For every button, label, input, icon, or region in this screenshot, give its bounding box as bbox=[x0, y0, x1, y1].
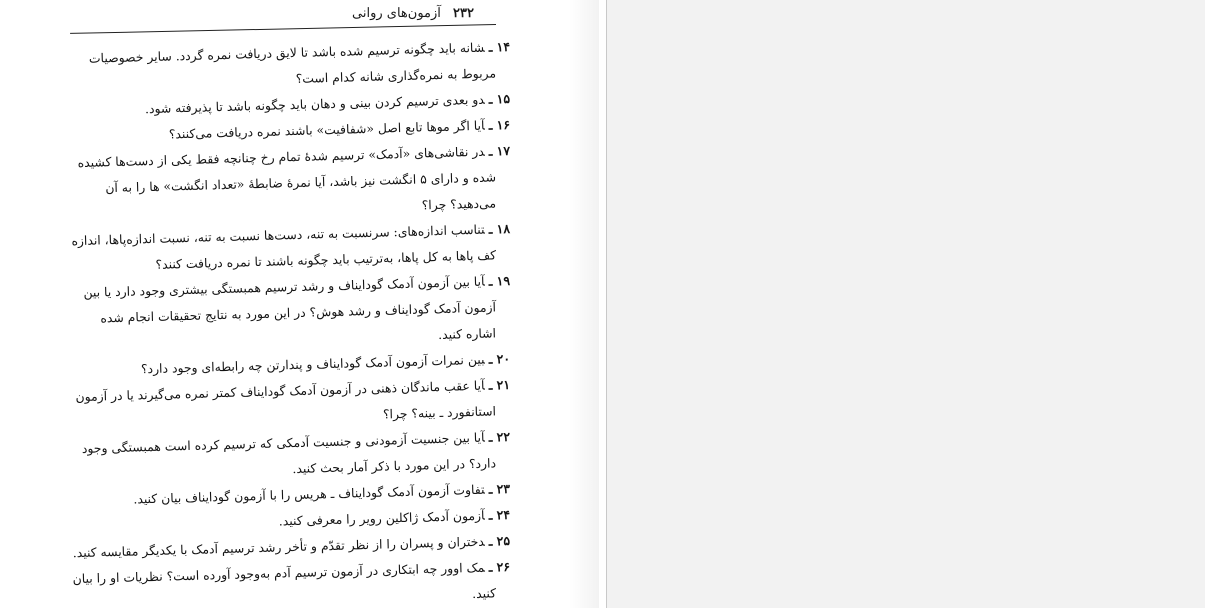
question-number: ۲۱ ـ bbox=[488, 377, 511, 393]
scan-edge-shadow bbox=[569, 0, 599, 608]
question-number: ۲۵ ـ bbox=[488, 533, 511, 549]
question-list bbox=[44, 34, 510, 606]
question-text-continued: اشاره کنید. bbox=[437, 325, 497, 343]
header-rule bbox=[70, 24, 496, 34]
question-text: دو بعدی ترسیم کردن بینی و دهان باید چگونه باشد تا پذیرفته شود. bbox=[144, 91, 485, 117]
scanned-page bbox=[24, 0, 607, 608]
question-text: شانه باید چگونه ترسیم شده باشد تا لایق دریافت نمره گردد. سایر خصوصیات bbox=[88, 39, 485, 66]
question-text: آیا عقب ماندگان ذهنی در آزمون آدمک گودایناف کمتر نمره می‌گیرند یا در آزمون bbox=[75, 377, 485, 405]
chapter-title: آزمون‌های روانی bbox=[352, 6, 441, 21]
page-number: ۲۳۲ bbox=[453, 6, 474, 21]
question-number: ۲۰ ـ bbox=[488, 351, 511, 367]
question-text: مک اوور چه ابتکاری در آزمون ترسیم آدم به‌وجود آورده است؟ نظریات او را بیان bbox=[72, 559, 485, 587]
left-margin bbox=[0, 0, 24, 608]
question-text: تفاوت آزمون آدمک گودایناف ـ هریس را با آزمون گودایناف بیان کنید. bbox=[133, 481, 485, 507]
question-text: دختران و پسران را از نظر تقدّم و تأخر رشد ترسیم آدمک با یکدیگر مقایسه کنید. bbox=[72, 533, 485, 561]
question-number: ۱۹ ـ bbox=[488, 273, 511, 289]
question-number: ۲۳ ـ bbox=[488, 481, 511, 497]
question-text-continued: آزمون آدمک گودایناف و رشد هوش؟ در این مورد به نتایج تحقیقات انجام شده bbox=[100, 299, 497, 326]
question-text-continued: دارد؟ در این مورد با ذکر آمار بحث کنید. bbox=[292, 455, 497, 477]
question-text-continued: کنید. bbox=[471, 585, 497, 602]
question-number: ۱۸ ـ bbox=[488, 221, 511, 237]
question-text: آزمون آدمک ژاکلین رویر را معرفی کنید. bbox=[278, 507, 485, 529]
question-text-continued: کف پاها به کل پاها، به‌ترتیب باید چگونه باشند تا نمره دریافت کنند؟ bbox=[155, 247, 497, 272]
question-text: آیا بین آزمون آدمک گودایناف و رشد ترسیم همبستگی بیشتری وجود دارد یا بین bbox=[83, 273, 485, 300]
question-number: ۱۴ ـ bbox=[488, 39, 511, 55]
empty-viewer-area bbox=[607, 0, 1205, 608]
question-text: تناسب اندازه‌های: سرنسبت به تنه، دست‌ها نسبت به تنه، نسبت اندازه‌پاها، اندازه bbox=[71, 221, 485, 249]
question-text-continued: می‌دهید؟ چرا؟ bbox=[421, 195, 497, 213]
question-text: آیا بین جنسیت آزمودنی و جنسیت آدمکی که ترسیم کرده است همبستگی وجود bbox=[81, 429, 485, 456]
question-text-continued: شده و دارای ۵ انگشت نیز باشد، آیا نمرهٔ ضابطهٔ «تعداد انگشت» ها را به آن bbox=[105, 169, 497, 196]
question-text: بین نمرات آزمون آدمک گودایناف و پندارتن چه رابطه‌ای وجود دارد؟ bbox=[140, 351, 485, 377]
question-number: ۱۷ ـ bbox=[488, 143, 511, 159]
question-number: ۱۵ ـ bbox=[488, 91, 511, 107]
page-header bbox=[352, 6, 474, 21]
question-text: آیا اگر موها تابع اصل «شفافیت» باشند نمره دریافت می‌کنند؟ bbox=[168, 117, 485, 142]
question-number: ۲۶ ـ bbox=[488, 559, 511, 575]
question-number: ۲۲ ـ bbox=[488, 429, 511, 445]
question-number: ۲۴ ـ bbox=[488, 507, 511, 523]
question-number: ۱۶ ـ bbox=[488, 117, 511, 133]
question-text-continued: استانفورد ـ بینه؟ چرا؟ bbox=[382, 403, 497, 422]
question-text: در نقاشی‌های «آدمک» ترسیم شدهٔ تمام رخ چنانچه فقط یکی از دست‌ها کشیده bbox=[77, 143, 485, 171]
question-text-continued: مربوط به نمره‌گذاری شانه کدام است؟ bbox=[295, 65, 497, 86]
